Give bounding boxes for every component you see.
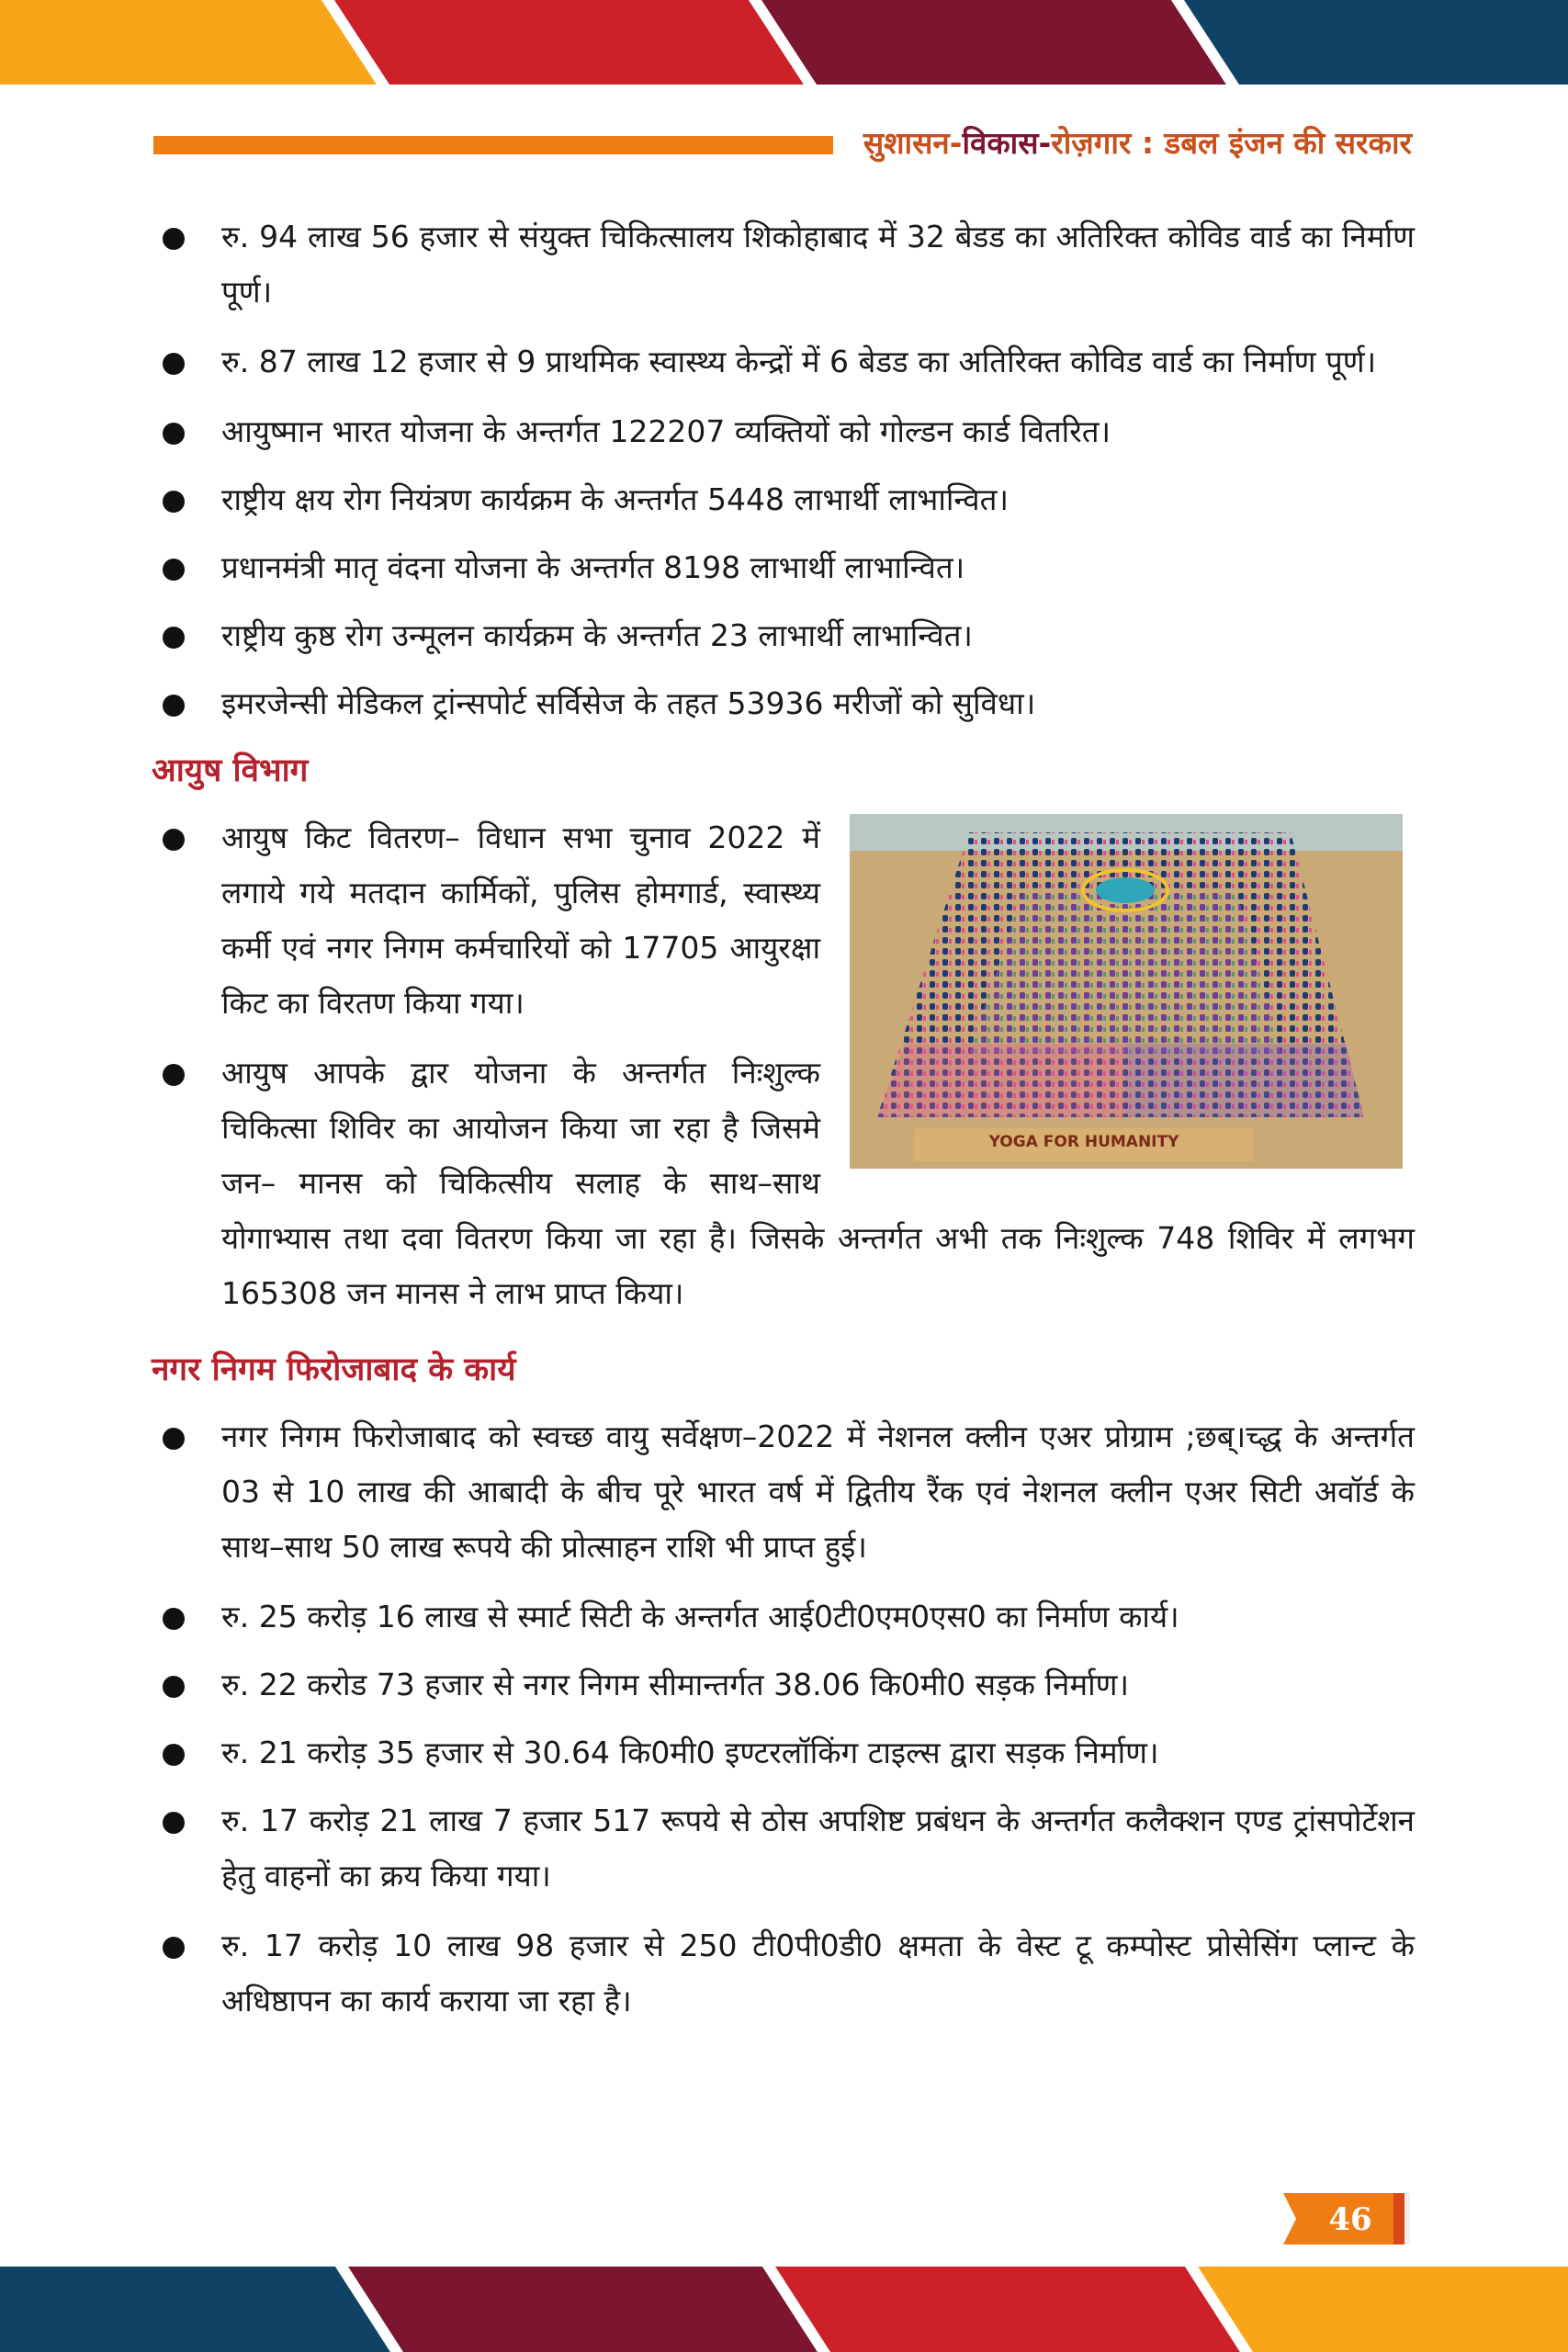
list-item: रु. 22 करोड 73 हजार से नगर निगम सीमान्तर्गत 38.06 कि0मी0 सड़क निर्माण। xyxy=(152,1657,1415,1713)
bullet-icon xyxy=(163,1428,185,1450)
bullet-icon xyxy=(163,353,185,375)
list-item: इमरजेन्सी मेडिकल ट्रांन्सपोर्ट सर्विसेज के तहत 53936 मरीजों को सुविधा। xyxy=(152,676,1415,731)
list-item: रु. 17 करोड़ 21 लाख 7 हजार 517 रूपये से ठोस अपशिष्ट प्रबंधन के अन्तर्गत कलैक्शन एण्ड ट्रांसपोर्टेशन हेतु वाहनों का क्रय किया गया। xyxy=(152,1793,1415,1904)
page-content xyxy=(152,209,1415,2043)
list-item: रु. 94 लाख 56 हजार से संयुक्त चिकित्सालय शिकोहाबाद में 32 बेडड का अतिरिक्त कोविड वार्ड का निर्माण पूर्ण। xyxy=(152,209,1415,320)
page-number: 46 xyxy=(1328,2201,1372,2238)
bullet-icon xyxy=(163,695,185,717)
bullet-icon xyxy=(163,1744,185,1766)
section-heading-nagar-nigam: नगर निगम फिरोजाबाद के कार्य xyxy=(152,1351,516,1388)
list-item: आयुष आपके द्वार योजना के अन्तर्गत निःशुल्क चिकित्सा शिविर का आयोजन किया जा रहा है जिसमे जन– मानस को चिकित्सीय सलाह के साथ–साथ योगाभ्यास तथा दवा वितरण किया जा रहा है। जिसके अन्तर्गत अभी तक निःशुल्क 748 शिविर में लगभग 165308 जन मानस ने लाभ प्राप्त किया। xyxy=(152,1046,1415,1321)
bullet-icon xyxy=(163,559,185,581)
section-heading-ayush: आयुष विभाग xyxy=(152,752,309,789)
bottom-color-band xyxy=(0,2267,1568,2352)
list-item: रु. 25 करोड़ 16 लाख से स्मार्ट सिटी के अन्तर्गत आई0टी0एम0एस0 का निर्माण कार्य। xyxy=(152,1589,1415,1645)
bullet-icon xyxy=(163,627,185,649)
bullet-icon xyxy=(163,1676,185,1698)
header-title: सुशासन-विकास-रोज़गार : डबल इंजन की सरकार xyxy=(863,125,1412,161)
top-color-band xyxy=(0,0,1568,85)
bullet-icon xyxy=(163,1608,185,1630)
bullet-icon xyxy=(163,228,185,250)
bullet-icon xyxy=(163,1812,185,1834)
list-item: राष्ट्रीय क्षय रोग नियंत्रण कार्यक्रम के अन्तर्गत 5448 लाभार्थी लाभान्वित। xyxy=(152,472,1415,527)
header-rule xyxy=(153,136,833,154)
bullet-icon xyxy=(163,1064,185,1086)
list-item: आयुष्मान भारत योजना के अन्तर्गत 122207 व्यक्तियों को गोल्डन कार्ड वितरित। xyxy=(152,404,1415,459)
list-item: प्रधानमंत्री मातृ वंदना योजना के अन्तर्गत 8198 लाभार्थी लाभान्वित। xyxy=(152,540,1415,595)
list-item: राष्ट्रीय कुष्ठ रोग उन्मूलन कार्यक्रम के अन्तर्गत 23 लाभार्थी लाभान्वित। xyxy=(152,608,1415,663)
bullet-icon xyxy=(163,1937,185,1959)
list-item: रु. 21 करोड़ 35 हजार से 30.64 कि0मी0 इण्टरलॉकिंग टाइल्स द्वारा सड़क निर्माण। xyxy=(152,1725,1415,1781)
bullet-icon xyxy=(163,423,185,445)
svg-text:YOGA FOR HUMANITY: YOGA FOR HUMANITY xyxy=(988,1133,1179,1151)
list-item: रु. 87 लाख 12 हजार से 9 प्राथमिक स्वास्थ्य केन्द्रों में 6 बेडड का अतिरिक्त कोविड वार्ड का निर्माण पूर्ण। xyxy=(152,334,1415,390)
list-item: रु. 17 करोड़ 10 लाख 98 हजार से 250 टी0पी0डी0 क्षमता के वेस्ट टू कम्पोस्ट प्रोसेसिंग प्लान्ट के अधिष्ठापन का कार्य कराया जा रहा है। xyxy=(152,1918,1415,2029)
bullet-icon xyxy=(163,491,185,513)
list-item: YOGA FOR HUMANITY आयुष किट वितरण– विधान सभा चुनाव 2022 में लगाये गये मतदान कार्मिकों, पुलिस होमगार्ड, स्वास्थ्य कर्मी एवं नगर निगम कर्मचारियों को 17705 आयुरक्षा किट का विरतण किया गया। xyxy=(152,810,1415,1031)
list-item: नगर निगम फिरोजाबाद को स्वच्छ वायु सर्वेक्षण–2022 में नेशनल क्लीन एअर प्रोग्राम ;छब्।च्द्ध के अन्तर्गत 03 से 10 लाख की आबादी के बीच पूरे भारत वर्ष में द्वितीय रैंक एवं नेशनल क्लीन एअर सिटी अवॉर्ड के साथ–साथ 50 लाख रूपये की प्रोत्साहन राशि भी प्राप्त हुई। xyxy=(152,1409,1415,1575)
bullet-icon xyxy=(163,829,185,851)
